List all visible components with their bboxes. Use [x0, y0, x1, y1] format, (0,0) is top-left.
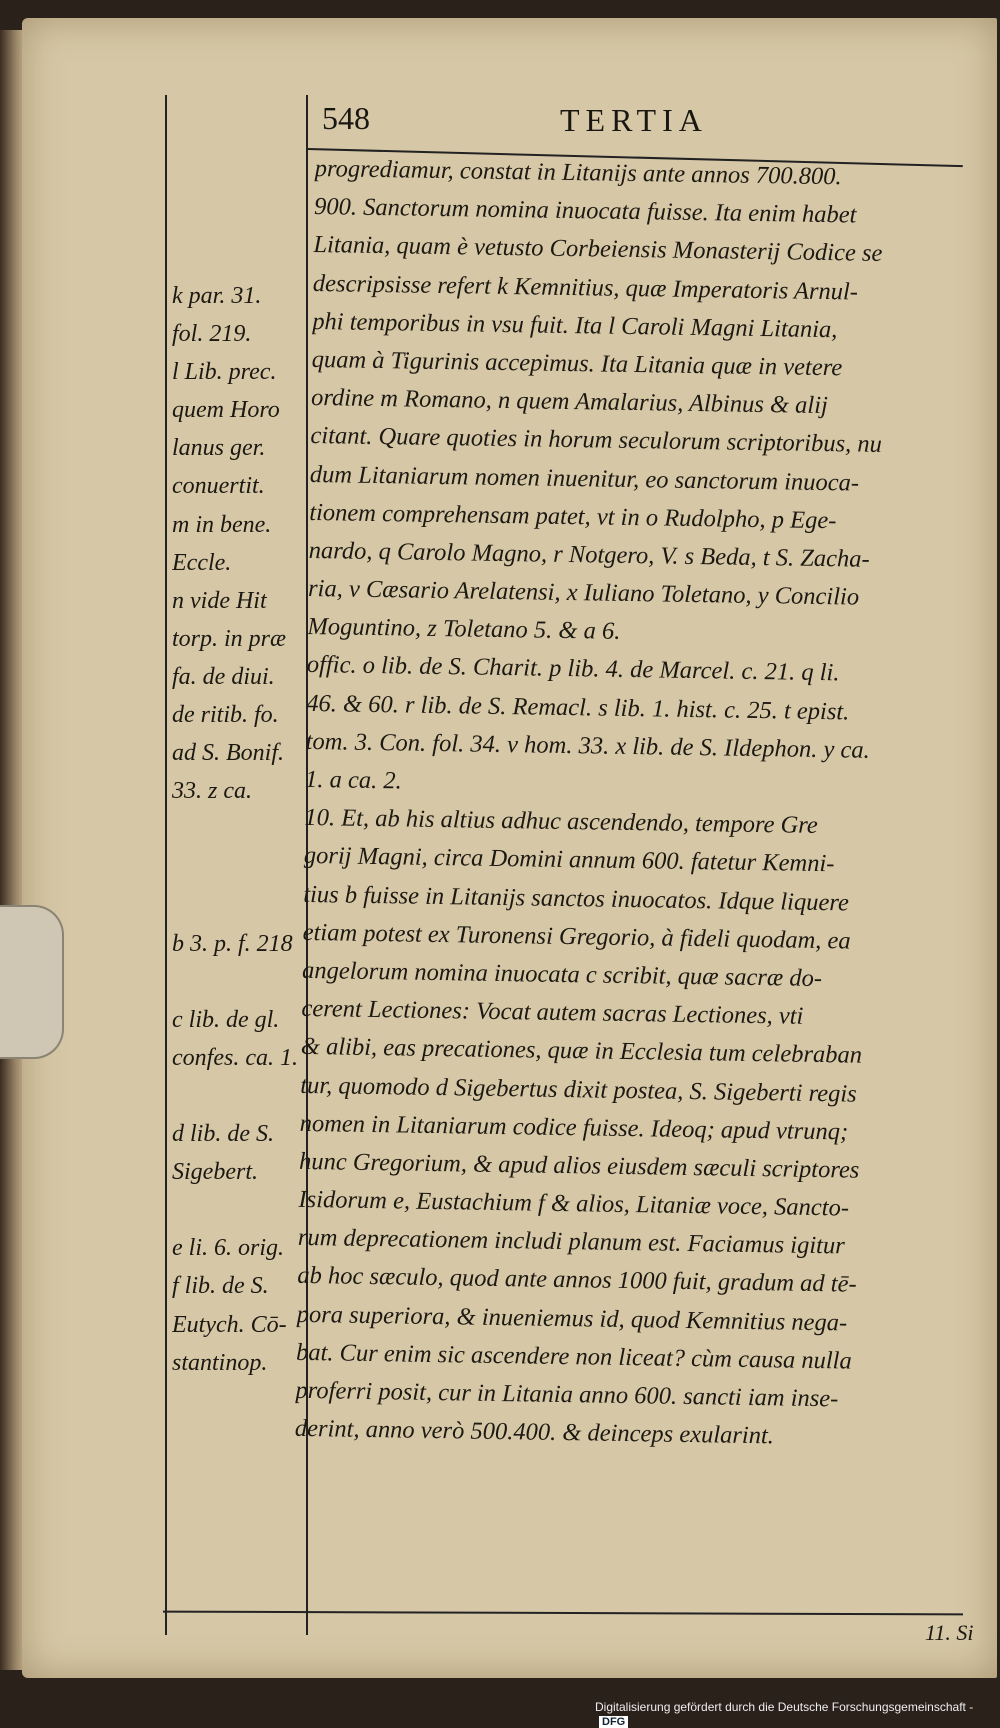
margin-note: 33. z ca.: [172, 778, 252, 805]
text-line: nomen in Litaniarum codice fuisse. Ideoq; apud vtrunq;: [299, 1109, 849, 1146]
margin-note: e li. 6. orig.: [172, 1235, 284, 1262]
margin-note: fa. de diui.: [172, 663, 275, 690]
text-line: Isidorum e, Eustachium f & alios, Litaniæ voce, Sancto-: [298, 1185, 850, 1222]
left-rule: [165, 95, 167, 1635]
text-line: proferri posit, cur in Litania anno 600. sancti iam inse-: [295, 1376, 839, 1413]
page-number: 548: [322, 100, 370, 136]
text-line: bat. Cur enim sic ascendere non liceat? cùm causa nulla: [295, 1338, 852, 1375]
text-line: hunc Gregorium, & apud alios eiusdem sæculi scriptores: [298, 1147, 860, 1184]
dfg-logo: DFG: [599, 1716, 628, 1728]
text-line: rum deprecationem includi planum est. Faciamus igitur: [297, 1224, 845, 1260]
text-line: pora superiora, & inueniemus id, quod Kemnitius nega-: [296, 1300, 848, 1337]
text-line: citant. Quare quoties in horum seculorum scriptoribus, nu: [310, 422, 883, 459]
margin-note: Sigebert.: [172, 1159, 258, 1186]
margin-note: [172, 1191, 307, 1229]
margin-note: m in bene.: [172, 511, 272, 538]
margin-note: d lib. de S.: [172, 1121, 274, 1148]
margin-note: conuertit.: [172, 473, 265, 500]
text-line: phi temporibus in vsu fuit. Ita l Caroli Magni Litania,: [312, 307, 838, 343]
text-line: tom. 3. Con. fol. 34. v hom. 33. x lib. de S. Ildephon. y ca.: [305, 727, 870, 764]
main-text: [295, 150, 965, 1458]
text-line: progrediamur, constat in Litanijs ante annos 700.800.: [314, 154, 842, 191]
text-line: 900. Sanctorum nomina inuocata fuisse. Ita enim habet: [313, 193, 857, 229]
margin-note: k par. 31.: [172, 283, 262, 309]
margin-note: fol. 219.: [172, 321, 252, 348]
text-line: dum Litaniarum nomen inuenitur, eo sanctorum inuoca-: [309, 460, 860, 497]
text-line: tius b fuisse in Litanijs sanctos inuocatos. Idque liquere: [303, 880, 850, 917]
margin-note: Eccle.: [172, 549, 232, 576]
bookmark-tab: [0, 905, 64, 1059]
margin-note: lanus ger.: [172, 435, 266, 462]
text-line: & alibi, eas precationes, quæ in Ecclesia tum celebraban: [300, 1033, 863, 1070]
text-line: ab hoc sæculo, quod ante annos 1000 fuit, gradum ad tē-: [297, 1262, 857, 1299]
margin-note: c lib. de gl.: [172, 1006, 280, 1033]
text-line: quam à Tigurinis accepimus. Ita Litania quæ in vetere: [311, 345, 843, 382]
margin-note: Eutych. Cō-: [172, 1311, 287, 1338]
running-head: TERTIA: [560, 102, 708, 138]
margin-note: ad S. Bonif.: [172, 740, 284, 767]
text-line: ordine m Romano, n quem Amalarius, Albinus & alij: [310, 384, 829, 420]
text-line: Litania, quam è vetusto Corbeiensis Monasterij Codice se: [313, 231, 883, 268]
text-line: nardo, q Carolo Magno, r Notgero, V. s Beda, t S. Zacha-: [308, 536, 870, 573]
text-line: descripsisse refert k Kemnitius, quæ Imperatoris Arnul-: [312, 269, 859, 306]
margin-note: l Lib. prec.: [172, 359, 277, 386]
text-line: Moguntino, z Toletano 5. & a 6.: [307, 613, 621, 646]
margin-note: [172, 848, 307, 886]
margin-note: [172, 887, 307, 925]
margin-note: [172, 963, 307, 1001]
text-line: angelorum nomina inuocata c scribit, quæ sacræ do-: [301, 956, 823, 993]
margin-notes: [172, 277, 307, 1382]
text-line: etiam potest ex Turonensi Gregorio, à fideli quodam, ea: [302, 918, 851, 955]
catchword: 11. Si: [925, 1620, 974, 1645]
margin-note: stantinop.: [172, 1349, 268, 1376]
text-line: ria, v Cæsario Arelatensi, x Iuliano Toletano, y Concilio: [307, 575, 860, 611]
text-line: tionem comprehensam patet, vt in o Rudolpho, p Ege-: [309, 498, 837, 534]
margin-note: quem Horo: [172, 397, 280, 424]
text-line: 10. Et, ab his altius adhuc ascendendo, tempore Gre: [304, 804, 818, 840]
margin-note: b 3. p. f. 218: [172, 930, 293, 957]
text-line: 46. & 60. r lib. de S. Remacl. s lib. 1. hist. c. 25. t epist.: [306, 689, 850, 726]
text-line: cerent Lectiones: Vocat autem sacras Lectiones, vti: [301, 995, 804, 1030]
text-line: offic. o lib. de S. Charit. p lib. 4. de Marcel. c. 21. q li.: [306, 651, 840, 687]
margin-note: de ritib. fo.: [172, 702, 279, 729]
margin-note: confes. ca. 1.: [172, 1044, 298, 1071]
margin-note: torp. in præ: [172, 625, 287, 652]
text-line: derint, anno verò 500.400. & deinceps exularint.: [294, 1415, 775, 1450]
margin-note: n vide Hit: [172, 587, 267, 614]
footer-text: Digitalisierung gefördert durch die Deutsche Forschungsgemeinschaft -: [595, 1700, 974, 1714]
text-line: tur, quomodo d Sigebertus dixit postea, S. Sigeberti regis: [300, 1071, 857, 1108]
text-line: 1. a ca. 2.: [304, 765, 402, 795]
margin-note: f lib. de S.: [172, 1273, 269, 1300]
text-line: gorij Magni, circa Domini annum 600. fatetur Kemni-: [303, 842, 835, 878]
margin-note: [172, 810, 307, 848]
margin-note: [172, 1077, 307, 1115]
